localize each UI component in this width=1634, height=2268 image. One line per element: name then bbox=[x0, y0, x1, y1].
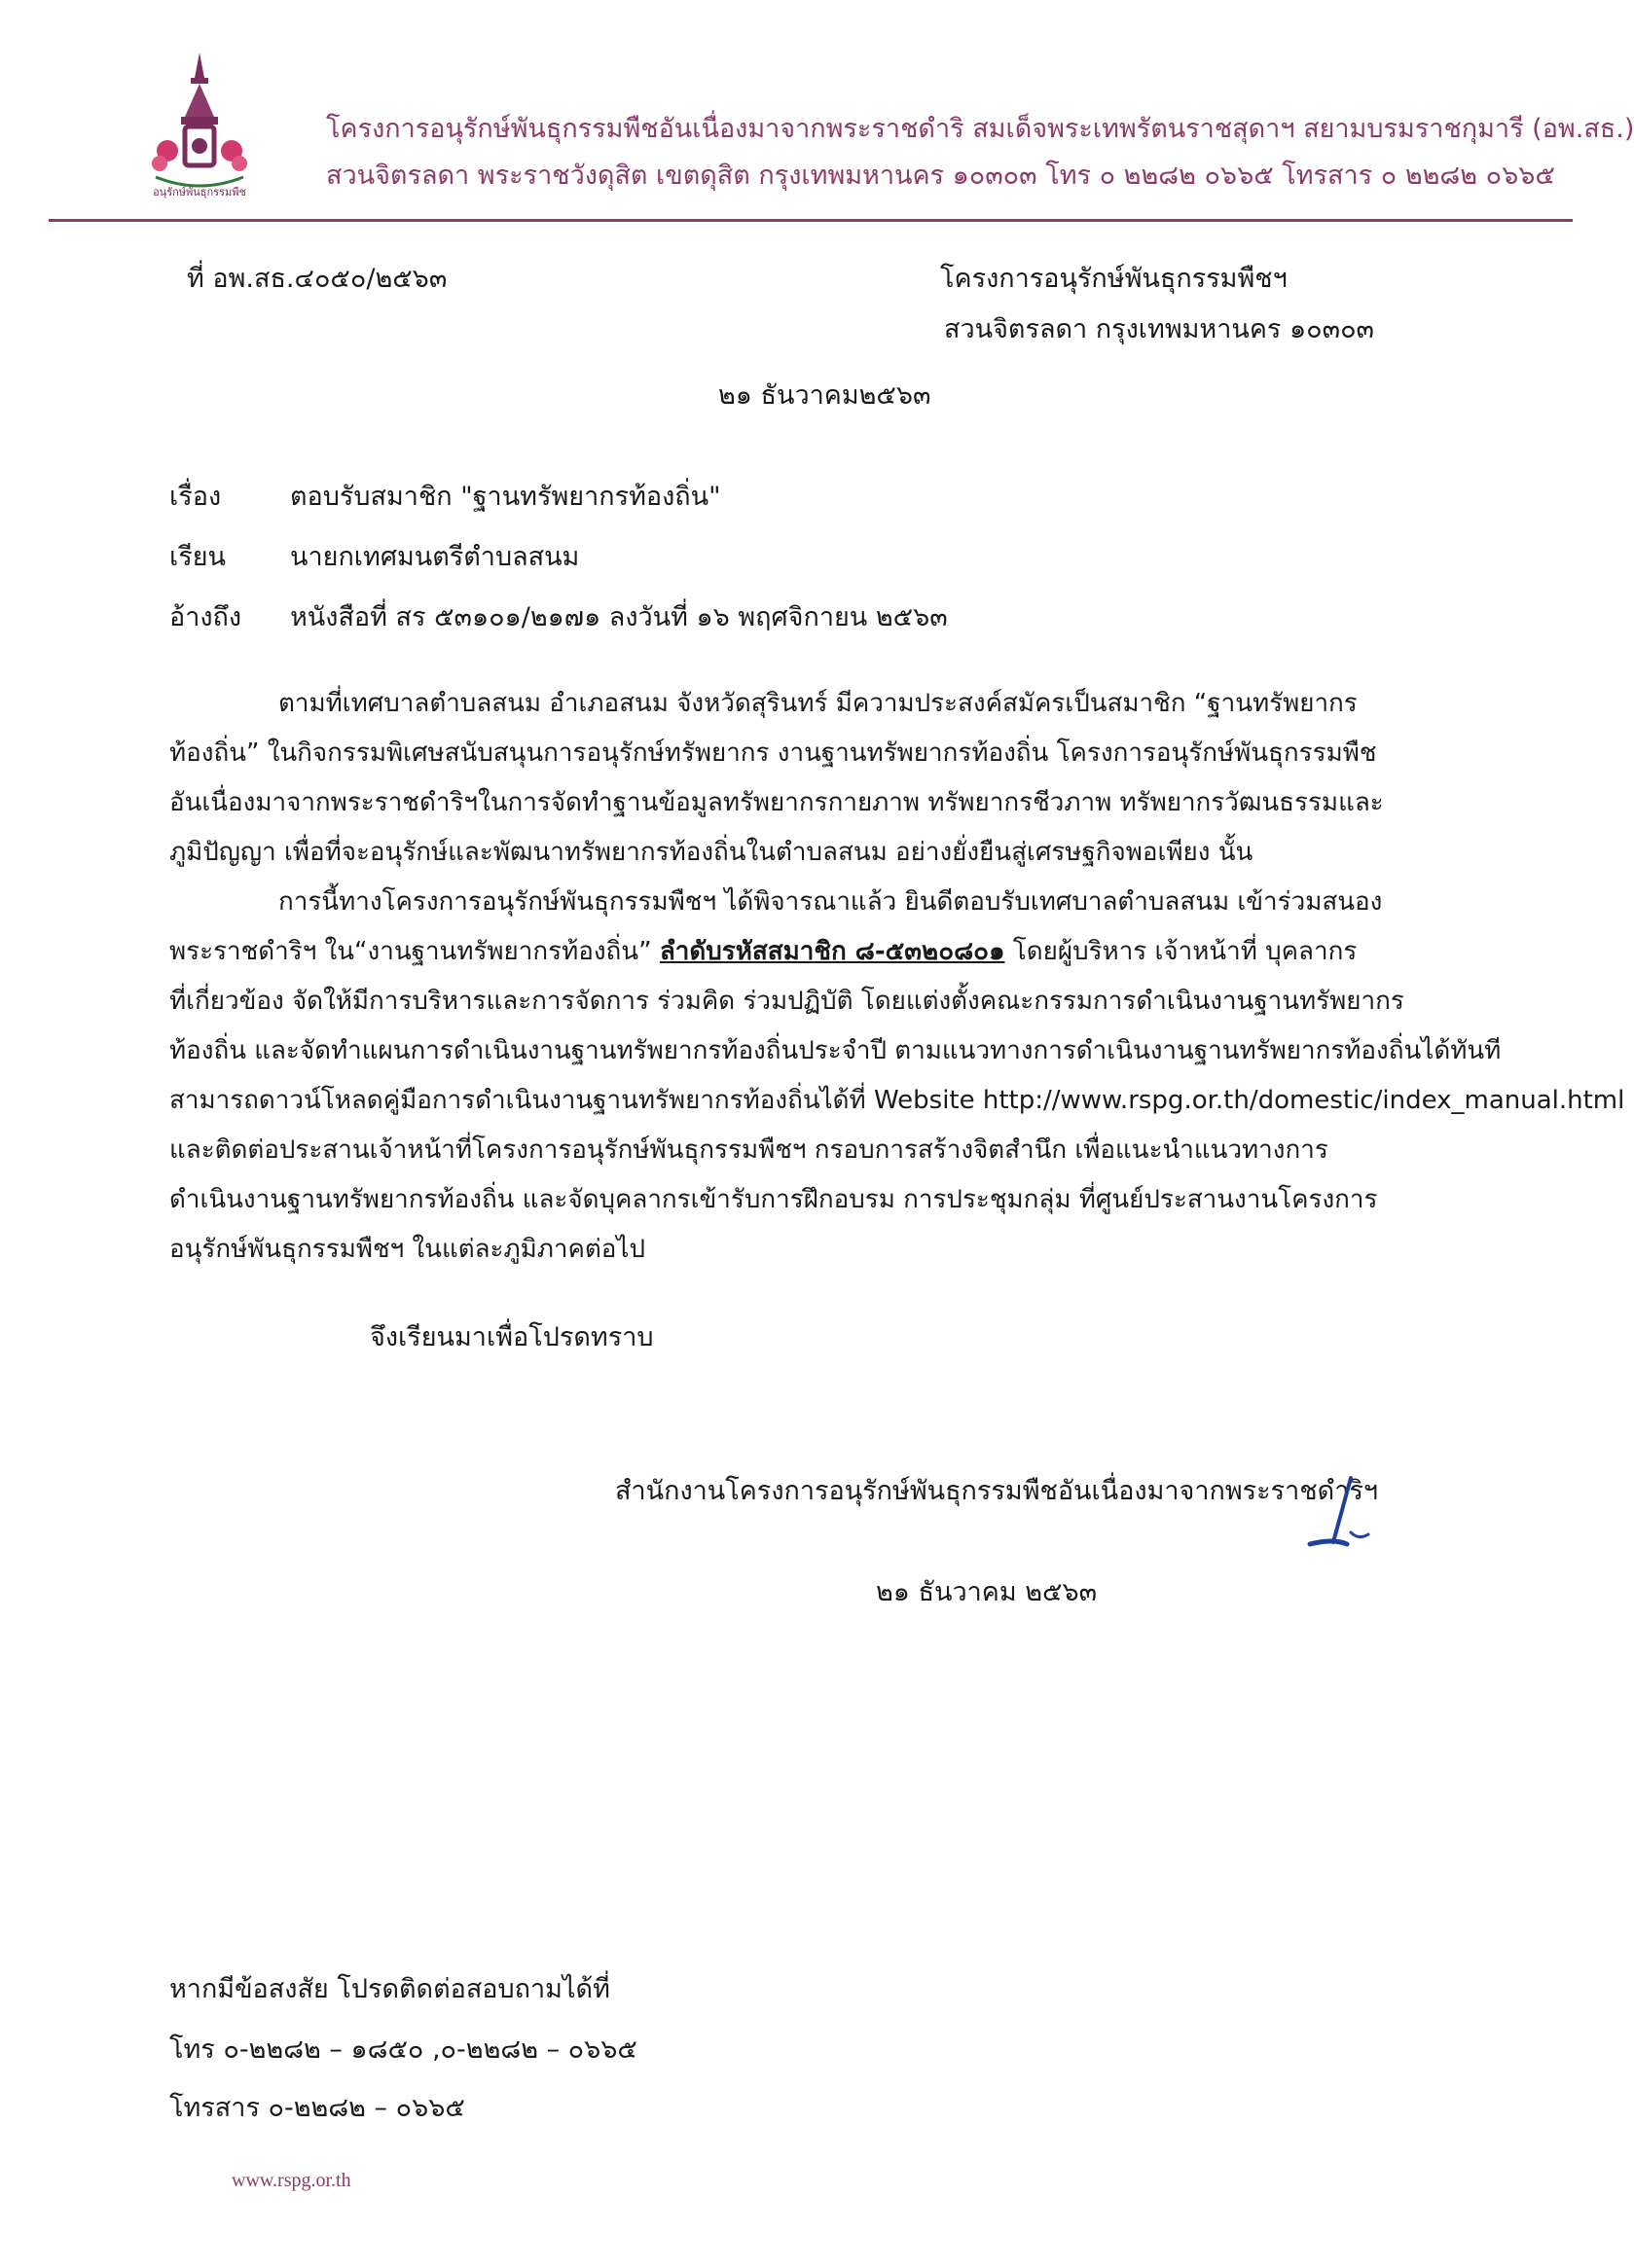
paragraph-line: ท้องถิ่น” ในกิจกรรมพิเศษสนับสนุนการอนุรักษ์ทรัพยากร งานฐานทรัพยากรท้องถิ่น โครงการอนุรักษ์พันธุกรรมพืช bbox=[169, 738, 1377, 768]
logo-caption: อนุรักษ์พันธุกรรมพืช bbox=[153, 186, 246, 198]
recipient-text: นายกเทศมนตรีตำบลสนม bbox=[290, 542, 580, 572]
header-address-line: สวนจิตรลดา พระราชวังดุสิต เขตดุสิต กรุงเทพมหานคร ๑๐๓๐๓ โทร ๐ ๒๒๘๒ ๐๖๖๕ โทรสาร ๐ ๒๒๘๒ ๐๖๖๕ bbox=[326, 161, 1555, 191]
body-paragraph-2 bbox=[169, 878, 1625, 1275]
header-divider bbox=[49, 219, 1573, 222]
sender-name: โครงการอนุรักษ์พันธุกรรมพืชฯ bbox=[940, 264, 1288, 294]
contact-phone: โทร ๐-๒๒๘๒ – ๑๘๕๐ ,๐-๒๒๘๒ – ๐๖๖๕ bbox=[169, 2034, 637, 2065]
contact-fax: โทรสาร ๐-๒๒๘๒ – ๐๖๖๕ bbox=[169, 2093, 465, 2123]
signature-date: ๒๑ ธันวาคม ๒๕๖๓ bbox=[876, 1577, 1098, 1607]
paragraph-line: ตามที่เทศบาลตำบลสนม อำเภอสนม จังหวัดสุรินทร์ มีความประสงค์สมัครเป็นสมาชิก “ฐานทรัพยากร bbox=[278, 689, 1358, 718]
subject-label: เรื่อง bbox=[169, 482, 222, 512]
paragraph-line: พระราชดำริฯ ใน“งานฐานทรัพยากรท้องถิ่น” ลำดับรหัสสมาชิก ๘-๕๓๒๐๘๐๑ โดยผู้บริหาร เจ้าหน้าที่ บุคลากร bbox=[169, 937, 1358, 966]
paragraph-line: อนุรักษ์พันธุกรรมพืชฯ ในแต่ละภูมิภาคต่อไป bbox=[169, 1235, 645, 1264]
sender-address: สวนจิตรลดา กรุงเทพมหานคร ๑๐๓๐๓ bbox=[944, 314, 1375, 344]
document-date: ๒๑ ธันวาคม๒๕๖๓ bbox=[718, 380, 931, 411]
paragraph-line: ท้องถิ่น และจัดทำแผนการดำเนินงานฐานทรัพยากรท้องถิ่นประจำปี ตามแนวทางการดำเนินงานฐานทรัพยากรท้องถิ่นได้ทันที bbox=[169, 1036, 1502, 1065]
website-link[interactable]: www.rspg.or.th bbox=[232, 2170, 351, 2191]
paragraph-line: อันเนื่องมาจากพระราชดำริฯในการจัดทำฐานข้อมูลทรัพยากรกายภาพ ทรัพยากรชีวภาพ ทรัพยากรวัฒนธรรมและ bbox=[169, 788, 1384, 817]
contact-heading: หากมีข้อสงสัย โปรดติดต่อสอบถามได้ที่ bbox=[169, 1974, 610, 2004]
paragraph-line: ดำเนินงานฐานทรัพยากรท้องถิ่น และจัดบุคลากรเข้ารับการฝึกอบรม การประชุมกลุ่ม ที่ศูนย์ประสานงานโครงการ bbox=[169, 1185, 1378, 1214]
closing-text: จึงเรียนมาเพื่อโปรดทราบ bbox=[370, 1322, 654, 1352]
paragraph-line: สามารถดาวน์โหลดคู่มือการดำเนินงานฐานทรัพยากรท้องถิ่นได้ที่ Website http://www.rspg.or.th/domestic/index_manual.html bbox=[169, 1086, 1625, 1115]
subject-text: ตอบรับสมาชิก "ฐานทรัพยากรท้องถิ่น" bbox=[290, 482, 721, 512]
paragraph-line: การนี้ทางโครงการอนุรักษ์พันธุกรรมพืชฯ ได้พิจารณาแล้ว ยินดีตอบรับเทศบาลตำบลสนม เข้าร่วมสนอง bbox=[278, 887, 1383, 917]
reference-label: อ้างถึง bbox=[169, 602, 242, 632]
recipient-label: เรียน bbox=[169, 542, 227, 572]
crown-emblem-icon bbox=[146, 49, 253, 204]
reference-text: หนังสือที่ สร ๕๓๑๐๑/๒๑๗๑ ลงวันที่ ๑๖ พฤศจิกายน ๒๕๖๓ bbox=[290, 602, 948, 632]
header-org-line: โครงการอนุรักษ์พันธุกรรมพืชอันเนื่องมาจากพระราชดำริ สมเด็จพระเทพรัตนราชสุดาฯ สยามบรมราชกุมารี (อพ.สธ.) bbox=[326, 114, 1634, 144]
member-code: ลำดับรหัสสมาชิก ๘-๕๓๒๐๘๐๑ bbox=[659, 937, 1005, 966]
signature-office: สำนักงานโครงการอนุรักษ์พันธุกรรมพืชอันเนื่องมาจากพระราชดำริฯ bbox=[615, 1476, 1379, 1506]
paragraph-line: และติดต่อประสานเจ้าหน้าที่โครงการอนุรักษ์พันธุกรรมพืชฯ กรอบการสร้างจิตสำนึก เพื่อแนะนำแนวทางการ bbox=[169, 1135, 1328, 1165]
body-paragraph-1 bbox=[169, 679, 1450, 878]
reference-number: ที่ อพ.สธ.๔๐๕๐/๒๕๖๓ bbox=[187, 264, 448, 294]
rspg-logo bbox=[146, 49, 253, 204]
signature-mark bbox=[1304, 1474, 1382, 1552]
paragraph-line: ภูมิปัญญา เพื่อที่จะอนุรักษ์และพัฒนาทรัพยากรท้องถิ่นในตำบลสนม อย่างยั่งยืนสู่เศรษฐกิจพอเพียง นั้น bbox=[169, 838, 1253, 867]
paragraph-line: ที่เกี่ยวข้อง จัดให้มีการบริหารและการจัดการ ร่วมคิด ร่วมปฏิบัติ โดยแต่งตั้งคณะกรรมการดำเนินงานฐานทรัพยากร bbox=[169, 987, 1404, 1016]
